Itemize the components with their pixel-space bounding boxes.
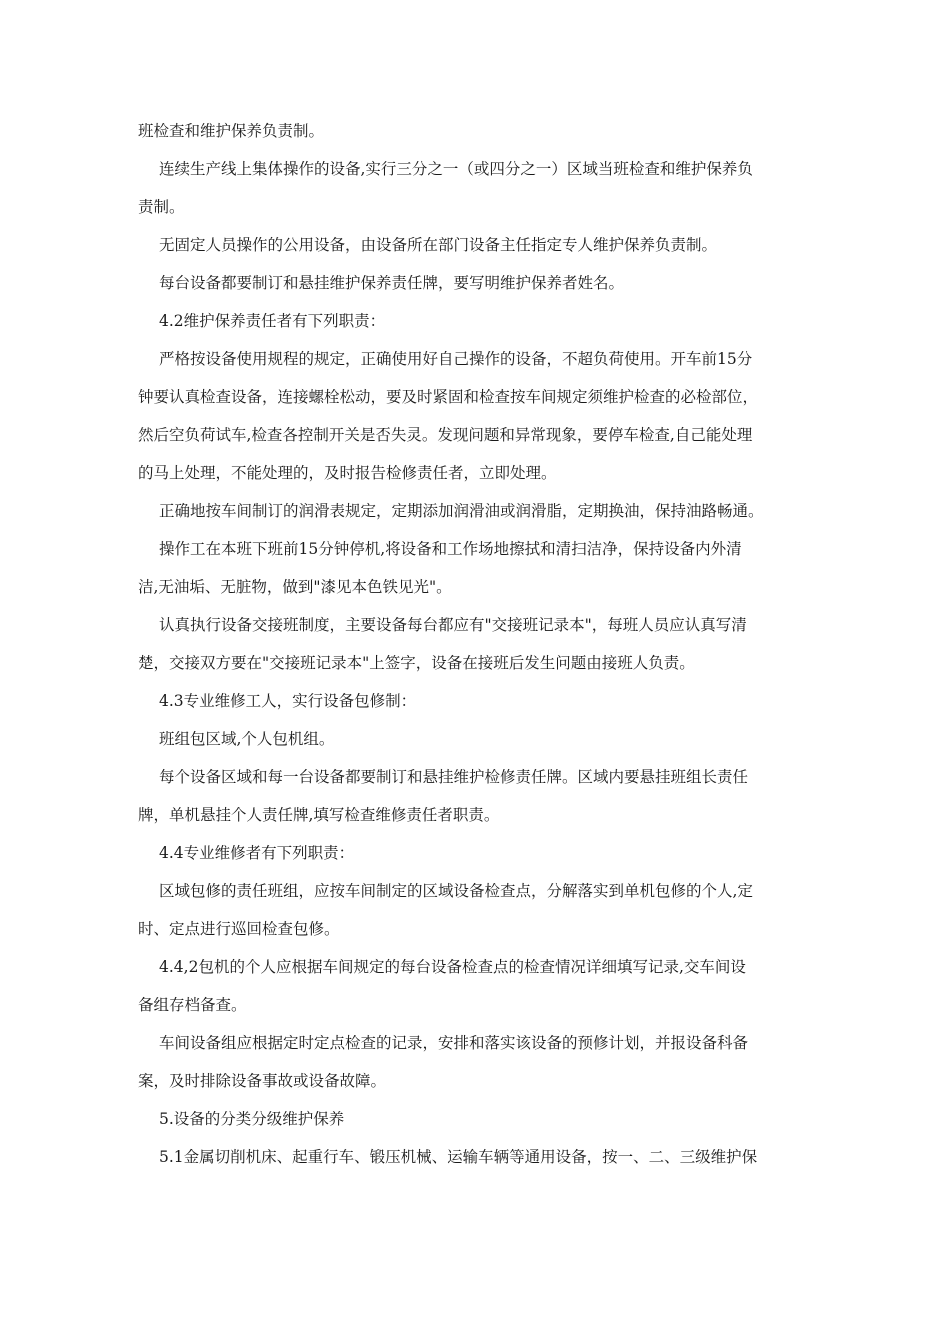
text-line: 无固定人员操作的公用设备，由设备所在部门设备主任指定专人维护保养负责制。	[159, 236, 718, 254]
text-line: 班组包区域,个人包机组。	[159, 730, 335, 748]
text-line: 4.3专业维修工人，实行设备包修制：	[159, 692, 417, 710]
text-line: 5.设备的分类分级维护保养	[159, 1110, 345, 1128]
text-line: 连续生产线上集体操作的设备,实行三分之一（或四分之一）区域当班检查和维护保养负	[159, 160, 753, 178]
text-line: 区域包修的责任班组，应按车间制定的区域设备检查点，分解落实到单机包修的个人,定	[159, 882, 753, 900]
text-line: 牌，单机悬挂个人责任牌,填写检查维修责任者职责。	[138, 806, 500, 824]
text-line: 车间设备组应根据定时定点检查的记录，安排和落实该设备的预修计划，并报设备科备	[159, 1034, 749, 1052]
text-line: 备组存档备查。	[138, 996, 247, 1014]
text-line: 时、定点进行巡回检查包修。	[138, 920, 340, 938]
text-line: 责制。	[138, 198, 185, 216]
text-line: 案，及时排除设备事故或设备故障。	[138, 1072, 387, 1090]
text-line: 洁,无油垢、无脏物，做到"漆见本色铁见光"。	[138, 578, 452, 596]
text-line: 4.4,2包机的个人应根据车间规定的每台设备检查点的检查情况详细填写记录,交车间设	[159, 958, 746, 976]
text-line: 认真执行设备交接班制度，主要设备每台都应有"交接班记录本"，每班人员应认真写清	[159, 616, 747, 634]
text-line: 正确地按车间制订的润滑表规定，定期添加润滑油或润滑脂，定期换油，保持油路畅通。	[159, 502, 764, 520]
text-line: 操作工在本班下班前15分钟停机,将设备和工作场地擦拭和清扫洁净，保持设备内外清	[159, 540, 742, 558]
text-line: 4.4专业维修者有下列职责：	[159, 844, 355, 862]
text-line: 每个设备区域和每一台设备都要制订和悬挂维护检修责任牌。区域内要悬挂班组长责任	[159, 768, 749, 786]
text-line: 班检查和维护保养负责制。	[138, 122, 325, 140]
text-line: 楚，交接双方要在"交接班记录本"上签字，设备在接班后发生问题由接班人负责。	[138, 654, 695, 672]
document-body	[138, 112, 828, 1176]
text-line: 然后空负荷试车,检查各控制开关是否失灵。发现问题和异常现象，要停车检查,自己能处理	[138, 426, 753, 444]
text-line: 的马上处理，不能处理的，及时报告检修责任者，立即处理。	[138, 464, 557, 482]
text-line: 钟要认真检查设备，连接螺栓松动，要及时紧固和检查按车间规定须维护检查的必检部位，	[138, 388, 759, 406]
text-line: 严格按设备使用规程的规定，正确使用好自己操作的设备，不超负荷使用。开车前15分	[159, 350, 753, 368]
text-line: 5.1金属切削机床、起重行车、锻压机械、运输车辆等通用设备，按一、二、三级维护保	[159, 1148, 758, 1166]
text-line: 每台设备都要制订和悬挂维护保养责任牌，要写明维护保养者姓名。	[159, 274, 625, 292]
text-line: 4.2维护保养责任者有下列职责：	[159, 312, 386, 330]
